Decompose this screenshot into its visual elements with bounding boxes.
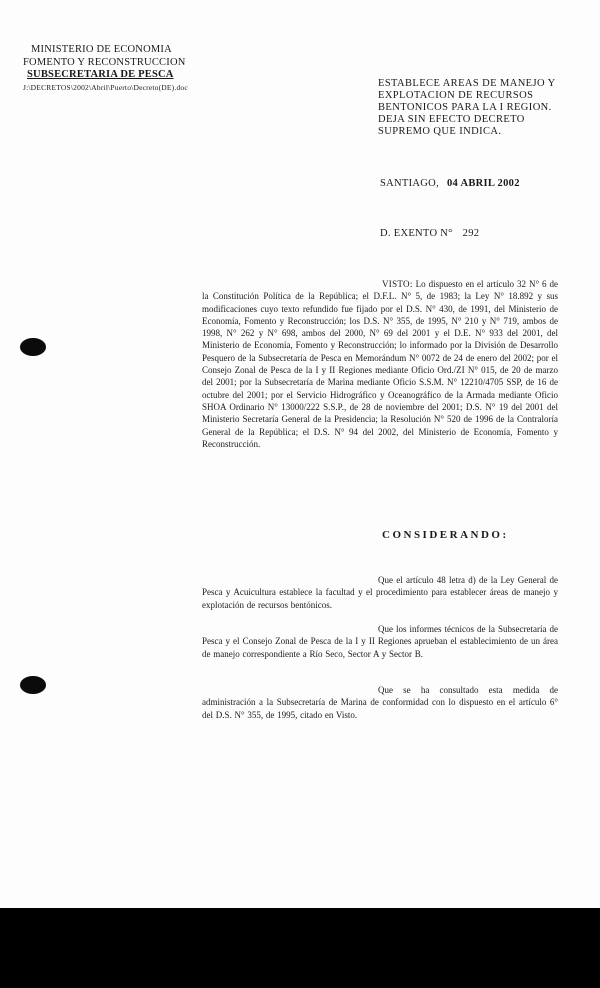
considerando-heading: CONSIDERANDO: — [382, 529, 509, 541]
decree-subject — [378, 78, 558, 138]
visto-lead: VISTO: — [382, 279, 413, 289]
header-subsecretariat: SUBSECRETARIA DE PESCA — [27, 69, 174, 80]
considerando-item-1: Que el artículo 48 letra d) de la Ley General de Pesca y Acuicultura establece la facultad y el procedimiento para establecer áreas de manejo y explotación de recursos bentónicos. — [202, 575, 558, 610]
header-ministry: MINISTERIO DE ECONOMIA — [31, 44, 172, 55]
considerando-item-3: Que se ha consultado esta medida de administración a la Subsecretaría de Marina de conformidad con lo dispuesto en el artículo 6° del D.S. N° 355, de 1995, citado en Visto. — [202, 685, 558, 720]
punch-hole-bottom — [20, 676, 46, 694]
subject-line: ESTABLECE AREAS DE MANEJO Y — [378, 78, 556, 89]
subject-line: BENTONICOS PARA LA I REGION. — [378, 102, 552, 113]
decree-date: 04 ABRIL 2002 — [447, 178, 520, 189]
decree-number: 292 — [462, 228, 480, 239]
visto-text: Lo dispuesto en el artículo 32 N° 6 de la Constitución Política de la República; el D.F.L. N° 5, de 1983; la Ley N° 18.892 y sus modificaciones cuyo texto refundido fue fijado por el D.S. N° 430, de 1991, del Ministerio de Economía, Fomento y Reconstrucción; los D.S. N° 355, de 1995, N° 210 y N° 719, ambos de 1998, N° 262 y N° 698, ambos del 2000, N° 69 del 2001 y el D.E. N° 933 del 2001, del Ministerio de Economía, Fomento y Reconstrucción; lo informado por la División de Desarrollo Pesquero de la Subsecretaría de Pesca en Memorándum N° 0072 de 24 de enero del 2002; por el Consejo Zonal de Pesca de la I y II Regiones mediante Oficio Ord./ZI N° 015, de 20 de marzo del 2001; por la Subsecretaría de Marina mediante Oficio S.S.M. N° 12210/4705 SSP, de 16 de octubre del 2001; por el Servicio Hidrográfico y Oceanográfico de la Armada mediante Oficio SHOA Ordinario N° 13000/222 S.S.P., de 28 de noviembre del 2001; D.S. N° 19 del 2001 del Ministerio Secretaría General de la Presidencia; la Resolución N° 520 de 1996 de la Contraloría General de la República; el D.S. N° 94 del 2002, del Ministerio de Economía, Fomento y Reconstrucción. — [202, 279, 558, 449]
date-line — [380, 178, 520, 189]
decree-number-line — [380, 228, 479, 239]
punch-hole-top — [20, 338, 46, 356]
ministry-header — [23, 44, 188, 94]
subject-line: EXPLOTACION DE RECURSOS — [378, 90, 534, 101]
subject-line: SUPREMO QUE INDICA. — [378, 126, 502, 137]
decree-label: D. EXENTO N° — [380, 228, 453, 239]
header-file-path: J:\DECRETOS\2002\Abril\Puerto\Decreto(DE).doc — [23, 82, 188, 92]
visto-paragraph — [202, 278, 558, 450]
city: SANTIAGO, — [380, 178, 439, 189]
considerando-item-2: Que los informes técnicos de la Subsecretaría de Pesca y el Consejo Zonal de Pesca de la I y II Regiones aprueban el establecimiento de un área de manejo correspondiente a Río Seco, Sector A y Sector B. — [202, 624, 558, 659]
header-ministry-cont: FOMENTO Y RECONSTRUCCION — [23, 56, 186, 68]
subject-line: DEJA SIN EFECTO DECRETO — [378, 114, 525, 125]
